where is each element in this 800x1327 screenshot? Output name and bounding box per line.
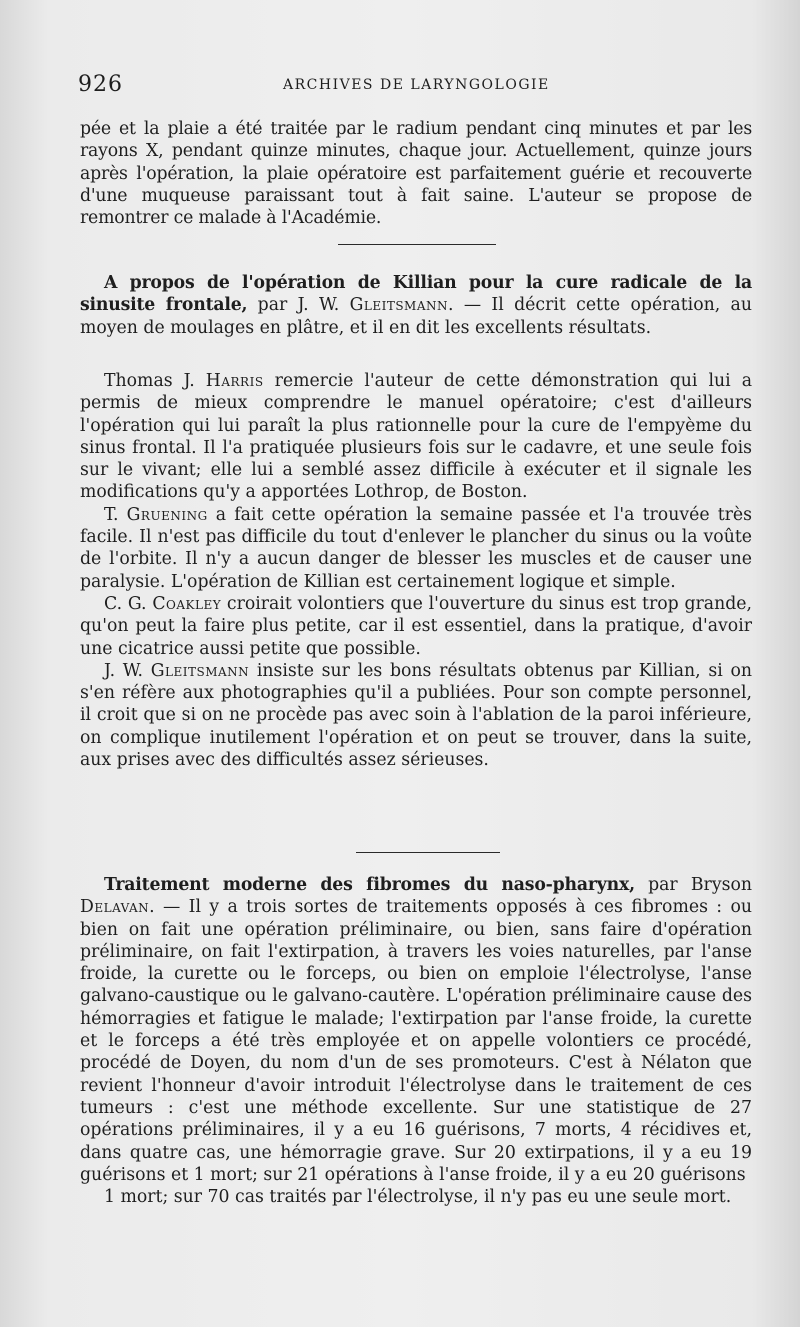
discussion-coakley: C. G. Coakley croirait volontiers que l'ouverture du sinus est trop grande, qu'on peut la faire plus petite, car il est essentiel, dans la pratique, d'avoir une cicatrice aussi petite que possible. (80, 593, 752, 659)
page-header (78, 72, 738, 102)
discussion-gruening: T. Gruening a fait cette opération la semaine passée et l'a trouvée très facile. Il n'est pas difficile du tout d'enlever le plancher du sinus ou la voûte de l'orbite. Il n'y a aucun danger de blesser les muscles et de causer une paralysie. L'opération de Killian est certainement logique et simple. (80, 504, 752, 592)
intro-paragraph (80, 118, 752, 229)
discussion-harris: Thomas J. Harris remercie l'auteur de cette démonstration qui lui a permis de mieux comprendre le manuel opératoire; c'est d'ailleurs l'opération qui lui paraît la plus rationnelle pour la cure de l'empyème du sinus frontal. Il l'a pratiquée plusieurs fois sur le cadavre, et une seule fois sur le vivant; elle lui a semblé assez difficile à exécuter et il signale les modifications qu'y a apportées Lothrop, de Boston. (80, 371, 752, 503)
discussant-name: Harris (205, 371, 264, 391)
article-fibromes-title: Traitement moderne des fibromes du naso-pharynx, (104, 875, 635, 895)
article-fibromes-author: Delavan (80, 897, 150, 918)
discussant-name: Gruening (126, 504, 208, 525)
discussant-name: Coakley (152, 593, 222, 614)
intro-text: pée et la plaie a été traitée par le radium pendant cinq minutes et par les rayons X, pendant quinze minutes, chaque jour. Actuellement, quinze jours après l'opération, la plaie opératoire est parfaitement guérie et recouverte d'une muqueuse paraissant tout à fait saine. L'auteur se propose de remontrer ce malade à l'Académie. (80, 119, 752, 229)
article-killian-discussion (80, 370, 752, 771)
page-number: 926 (78, 72, 123, 97)
article-killian-author: Gleitsmann (349, 295, 449, 316)
discussion-gleitsmann: J. W. Gleitsmann insiste sur les bons résultats obtenus par Killian, si on s'en réfère aux photographies qu'il a publiées. Pour son compte personnel, il croit que si on ne procède pas avec soin à l'ablation de la paroi inférieure, on complique inutilement l'opération et on peut se trouver, dans la suite, aux prises avec des difficultés assez sérieuses. (80, 660, 752, 771)
article-killian-title: A propos de l'opération de Killian pour la cure radicale de la sinusite frontale, (80, 273, 752, 316)
article-fibromes (80, 874, 752, 1208)
section-divider (356, 852, 500, 853)
discussant-name: Gleitsmann (150, 660, 250, 681)
article-killian-summary: A propos de l'opération de Killian pour la cure radicale de la sinusite frontale, par J. W. Gleitsmann. — Il décrit cette opération, au moyen de moulages en plâtre, et il en dit les excellents résultats. (80, 273, 752, 338)
section-divider (338, 244, 496, 245)
article-killian (80, 272, 752, 339)
article-fibromes-text: Traitement moderne des fibromes du naso-pharynx, par Bryson Delavan. — Il y a trois sortes de traitements opposés à ces fibromes : ou bien on fait une opération préliminaire, ou bien, sans faire d'opération préliminaire, on fait l'extirpation, à travers les voies naturelles, par l'anse froide, la curette ou le forceps, ou bien on emploie l'électrolyse, l'anse galvano-caustique ou le galvano-cautère. L'opération préliminaire cause des hémorragies et fatigue le malade; l'extirpation par l'anse froide, la curette et le forceps a été très employée et on appelle volontiers ce procédé, procédé de Doyen, du nom d'un de ses promoteurs. C'est à Nélaton que revient l'honneur d'avoir introduit l'électrolyse dans le traitement de ces tumeurs : c'est une méthode excellente. Sur une statistique de 27 opérations préliminaires, il y a eu 16 guérisons, 7 morts, 4 récidives et, dans quatre cas, une hémorragie grave. Sur 20 extirpations, il y a eu 19 guérisons et 1 mort; sur 21 opérations à l'anse froide, il y a eu 20 guérisons (80, 875, 752, 1185)
running-title: ARCHIVES DE LARYNGOLOGIE (283, 77, 550, 93)
article-fibromes-conclusion: 1 mort; sur 70 cas traités par l'électrolyse, il n'y pas eu une seule mort. (104, 1187, 732, 1208)
